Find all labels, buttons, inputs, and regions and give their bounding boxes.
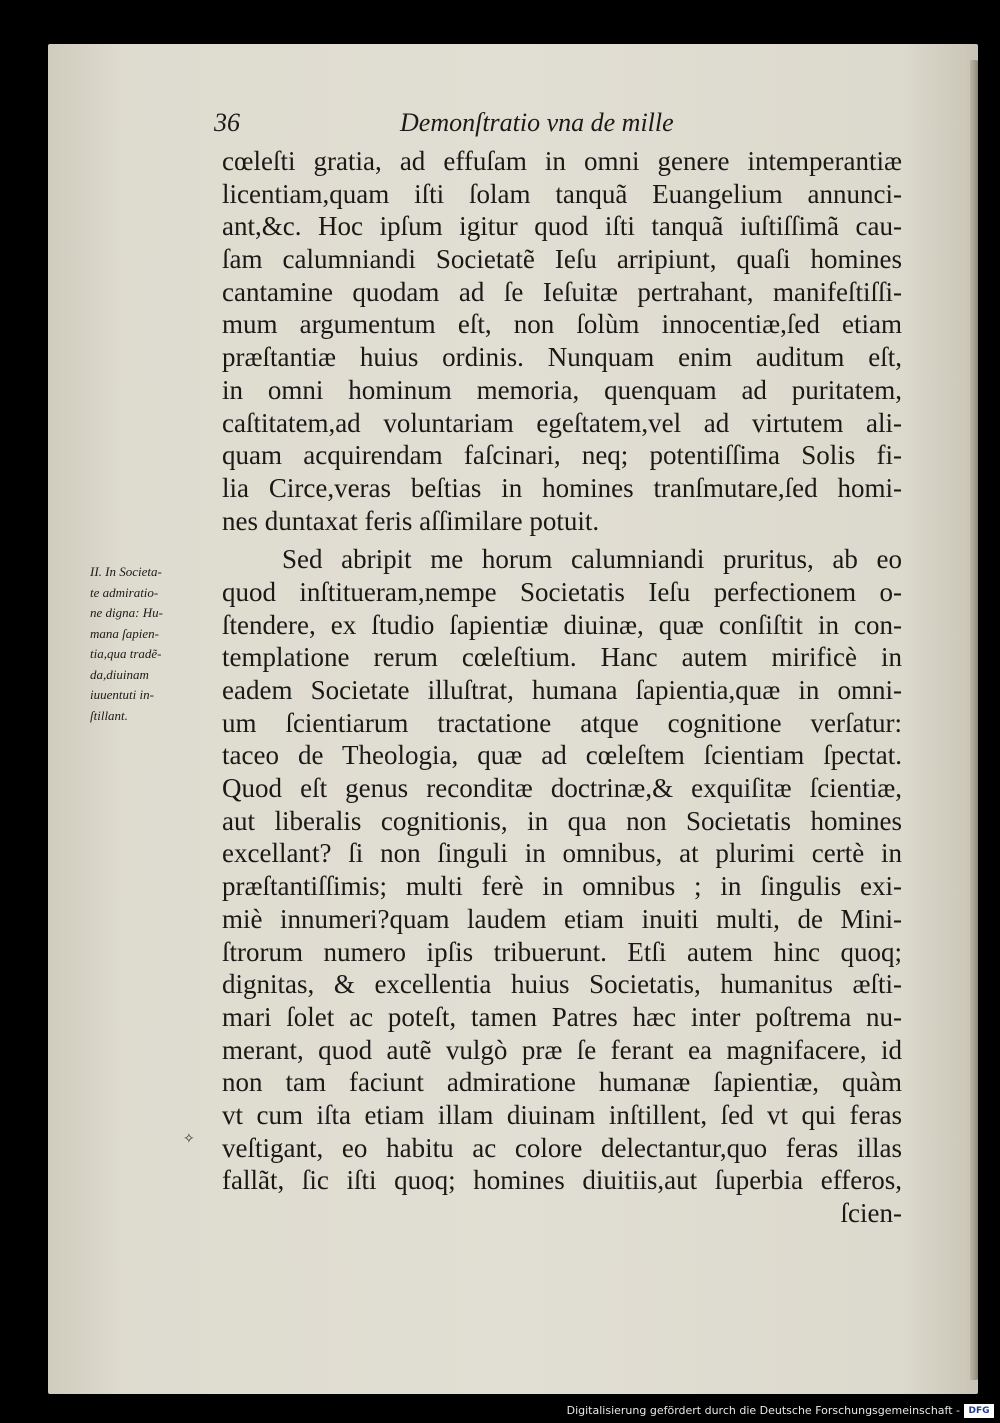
- text-line: cœleſti gratia, ad effuſam in omni genere intemperantiæ: [222, 146, 902, 176]
- text-line: Quod eſt genus reconditæ doctrinæ,& exquiſitæ ſcientiæ,: [222, 773, 902, 804]
- text-line: taceo de Theologia, quæ ad cœleſtem ſcientiam ſpectat.: [222, 740, 902, 771]
- text-line: ſam calumniandi Societatẽ Ieſu arripiunt, quaſi homines: [222, 244, 902, 275]
- text-line: ſtendere, ex ſtudio ſapientiæ diuinæ, quæ conſiſtit in con-: [222, 609, 902, 640]
- text-line: fallãt, ſic iſti quoq; homines diuitiis,aut ſuperbia efferos,: [222, 1165, 902, 1196]
- text-line: aut liberalis cognitionis, in qua non Societatis homines: [222, 805, 902, 836]
- text-line: veſtigant, eo habitu ac colore delectantur,quo feras illas: [222, 1132, 902, 1163]
- text-line: ſtrorum numero ipſis tribuerunt. Etſi autem hinc quoq;: [222, 936, 902, 967]
- margin-note-line: iuuentuti in-: [90, 687, 154, 702]
- margin-note-line: ne digna: Hu-: [90, 605, 163, 620]
- ink-mark-icon: ✧: [183, 1131, 195, 1147]
- text-line: eadem Societate illuſtrat, humana ſapientia,quæ in omni-: [222, 675, 902, 705]
- margin-note-line: mana ſapien-: [90, 625, 159, 641]
- text-line: miè innumeri?quam laudem etiam inuiti multi, de Mini-: [222, 903, 902, 934]
- margin-note-line: te admiratio-: [90, 584, 159, 600]
- text-line: in omni hominum memoria, quenquam ad puritatem,: [222, 374, 902, 405]
- margin-note-line: II. In Societa-: [90, 564, 162, 579]
- text-line: præſtantiſſimis; multi ferè in omnibus ; in ſingulis exi-: [222, 871, 902, 902]
- text-line: mum argumentum eſt, non ſolùm innocentiæ,ſed etiam: [222, 309, 902, 340]
- text-line: dignitas, & excellentia huius Societatis, humanitus æſti-: [222, 969, 902, 1000]
- running-head: [214, 108, 734, 140]
- text-line: merant, quod autẽ vulgò præ ſe ferant ea magnifacere, id: [222, 1034, 902, 1065]
- text-line: non tam faciunt admiratione humanæ ſapientiæ, quàm: [222, 1067, 902, 1098]
- footer-credit: Digitalisierung gefördert durch die Deutsche Forschungsgemeinschaft -: [566, 1404, 960, 1417]
- text-line: mari ſolet ac poteſt, tamen Patres hæc inter poſtrema nu-: [222, 1001, 902, 1032]
- text-line: ant,&c. Hoc ipſum igitur quod iſti tanquã iuſtiſſimã cau-: [222, 211, 902, 242]
- text-line: nes duntaxat feris aſſimilare potuit.: [222, 505, 600, 536]
- running-title: Demonſtratio vna de mille: [400, 108, 674, 137]
- text-line: cantamine quodam ad ſe Ieſuitæ pertrahant, manifeſtiſſi-: [222, 276, 902, 307]
- text-line: quod inſtitueram,nempe Societatis Ieſu perfectionem o-: [222, 576, 902, 607]
- text-line: quam acquirendam faſcinari, neq; potentiſſima Solis fi-: [222, 440, 902, 471]
- page-number: 36: [214, 108, 240, 137]
- page-edge: [970, 60, 978, 1380]
- text-line: lia Circe,veras beſtias in homines tranſmutare,ſed homi-: [222, 472, 902, 503]
- footer-bar: [0, 1397, 1000, 1423]
- text-line: excellant? ſi non ſinguli in omnibus, at plurimi certè in: [222, 838, 902, 869]
- margin-note-line: da,diuinam: [90, 666, 149, 682]
- body-text: [222, 145, 902, 1230]
- margin-note-line: ſtillant.: [90, 707, 128, 723]
- text-line: Sed abripit me horum calumniandi pruritus, ab eo: [282, 544, 902, 575]
- margin-note-line: tia,qua tradẽ-: [90, 646, 162, 661]
- text-line: præſtantiæ huius ordinis. Nunquam enim auditum eſt,: [222, 342, 902, 373]
- text-line: templatione rerum cœleſtium. Hanc autem mirificè in: [222, 642, 902, 673]
- text-line: licentiam,quam iſti ſolam tanquã Euangelium annunci-: [222, 178, 902, 209]
- text-line: caſtitatem,ad voluntariam egeſtatem,vel ad virtutem ali-: [222, 407, 902, 438]
- text-line: um ſcientiarum tractatione atque cognitione verſatur:: [222, 707, 902, 738]
- text-line: vt cum iſta etiam illam diuinam inſtillent, ſed vt qui feras: [222, 1099, 902, 1130]
- dfg-logo: DFG: [964, 1404, 994, 1418]
- catchword: ſcien-: [840, 1198, 902, 1228]
- margin-note: [90, 562, 220, 726]
